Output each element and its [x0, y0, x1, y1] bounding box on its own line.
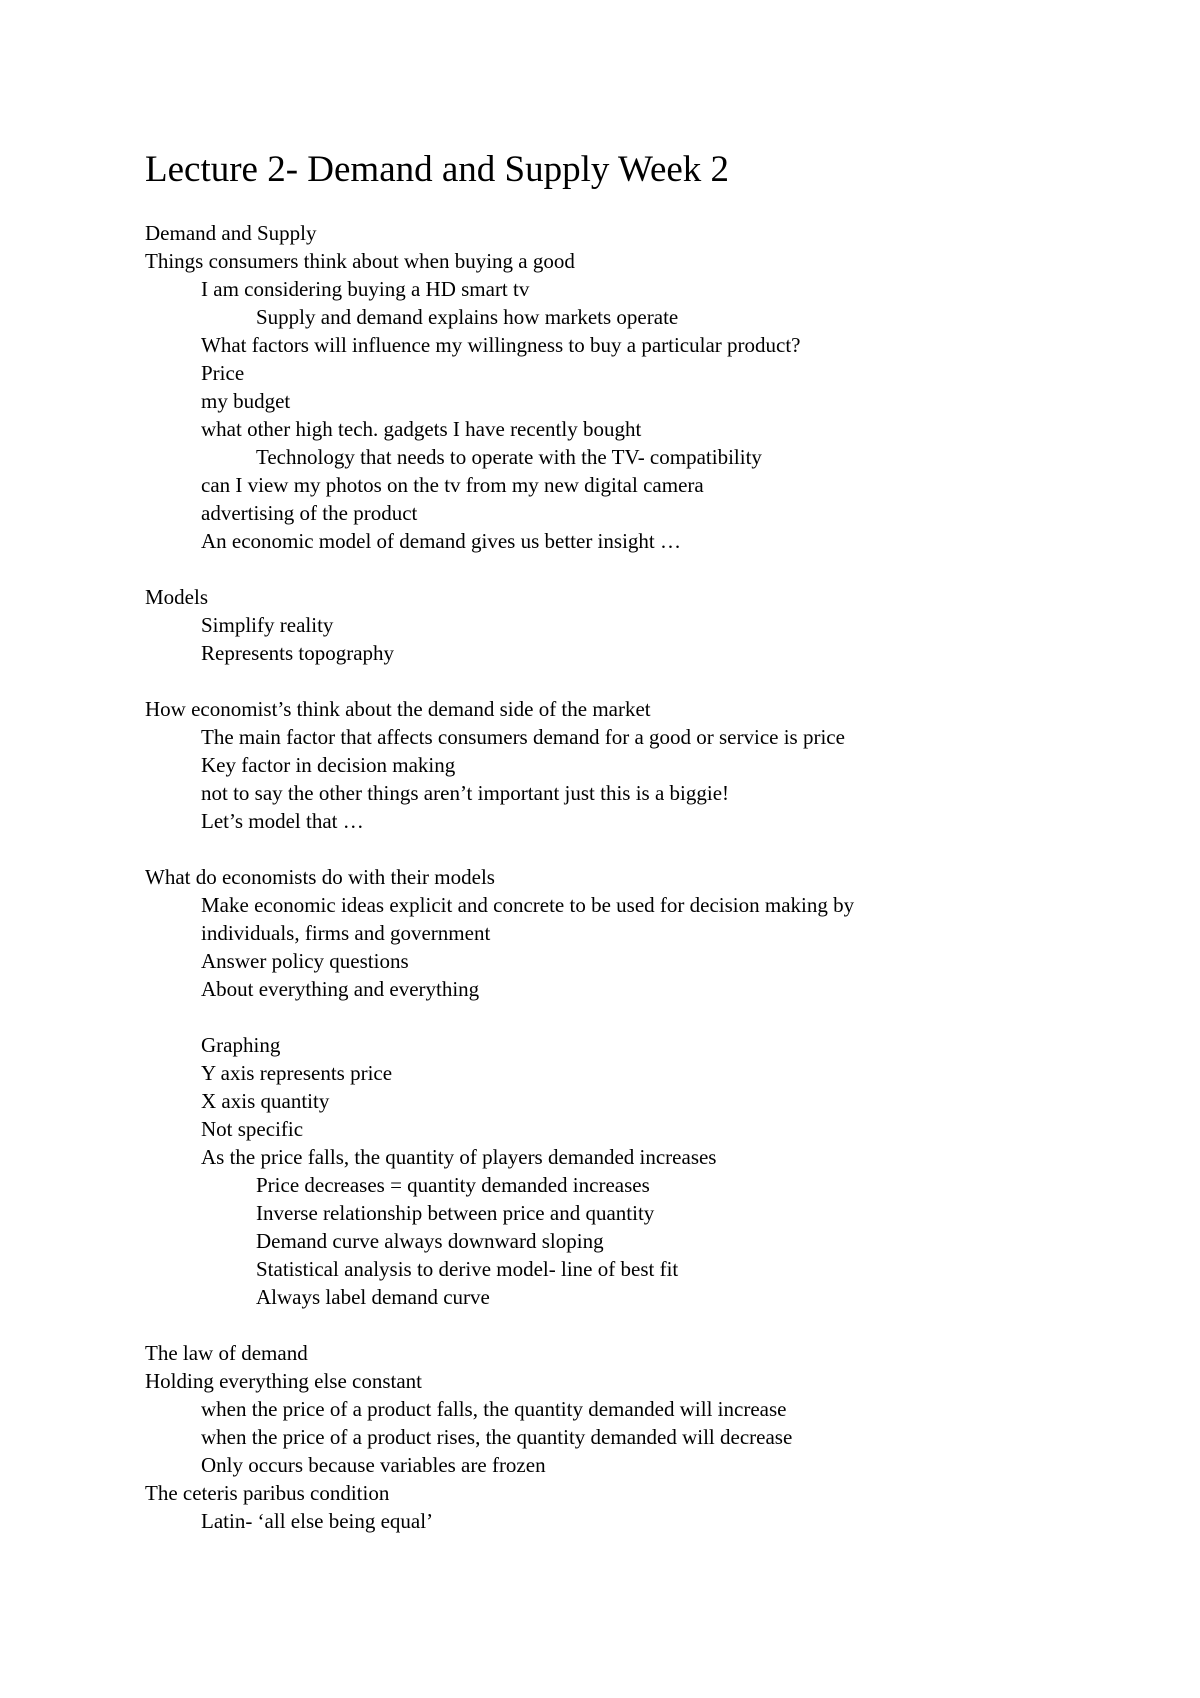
text-line: Let’s model that …: [201, 809, 364, 833]
text-line: What factors will influence my willingness to buy a particular product?: [201, 333, 801, 357]
text-line: Price decreases = quantity demanded increases: [256, 1173, 650, 1197]
text-line: advertising of the product: [201, 501, 418, 525]
text-line: An economic model of demand gives us better insight …: [201, 529, 681, 553]
text-line: Make economic ideas explicit and concrete to be used for decision making by: [201, 893, 855, 917]
text-line: my budget: [201, 389, 291, 413]
text-line: About everything and everything: [201, 977, 480, 1001]
text-line: Graphing: [201, 1033, 281, 1057]
blank-line: [0, 555, 1200, 583]
text-line: Latin- ‘all else being equal’: [201, 1509, 434, 1533]
text-line: Technology that needs to operate with the TV- compatibility: [256, 445, 762, 469]
section-heading-line: What do economists do with their models: [145, 865, 495, 889]
text-line: when the price of a product falls, the quantity demanded will increase: [201, 1397, 787, 1421]
document-body: [0, 219, 1200, 1535]
text-line: individuals, firms and government: [201, 921, 491, 945]
text-line: Always label demand curve: [256, 1285, 490, 1309]
section-heading-line: Holding everything else constant: [145, 1369, 423, 1393]
text-line: X axis quantity: [201, 1089, 330, 1113]
blank-line: [0, 1003, 1200, 1031]
text-line: can I view my photos on the tv from my new digital camera: [201, 473, 704, 497]
text-line: Statistical analysis to derive model- line of best fit: [256, 1257, 679, 1281]
page-title: Lecture 2- Demand and Supply Week 2: [145, 149, 730, 190]
section-heading-line: The law of demand: [145, 1341, 308, 1365]
text-line: I am considering buying a HD smart tv: [201, 277, 530, 301]
text-line: Not specific: [201, 1117, 304, 1141]
section-heading-line: How economist’s think about the demand side of the market: [145, 697, 651, 721]
text-line: Y axis represents price: [201, 1061, 393, 1085]
text-line: not to say the other things aren’t important just this is a biggie!: [201, 781, 730, 805]
blank-line: [0, 835, 1200, 863]
text-line: Simplify reality: [201, 613, 334, 637]
section-heading-line: Things consumers think about when buying a good: [145, 249, 575, 273]
section-heading-line: Models: [145, 585, 208, 609]
text-line: Demand curve always downward sloping: [256, 1229, 604, 1253]
section-heading-line: The ceteris paribus condition: [145, 1481, 390, 1505]
text-line: what other high tech. gadgets I have recently bought: [201, 417, 642, 441]
text-line: Represents topography: [201, 641, 395, 665]
text-line: Key factor in decision making: [201, 753, 456, 777]
text-line: Supply and demand explains how markets operate: [256, 305, 679, 329]
blank-line: [0, 1311, 1200, 1339]
text-line: when the price of a product rises, the quantity demanded will decrease: [201, 1425, 793, 1449]
text-line: Only occurs because variables are frozen: [201, 1453, 546, 1477]
text-line: Inverse relationship between price and quantity: [256, 1201, 655, 1225]
section-heading-line: Demand and Supply: [145, 221, 317, 245]
text-line: The main factor that affects consumers demand for a good or service is price: [201, 725, 845, 749]
text-line: Price: [201, 361, 245, 385]
text-line: As the price falls, the quantity of players demanded increases: [201, 1145, 717, 1169]
text-line: Answer policy questions: [201, 949, 409, 973]
blank-line: [0, 667, 1200, 695]
